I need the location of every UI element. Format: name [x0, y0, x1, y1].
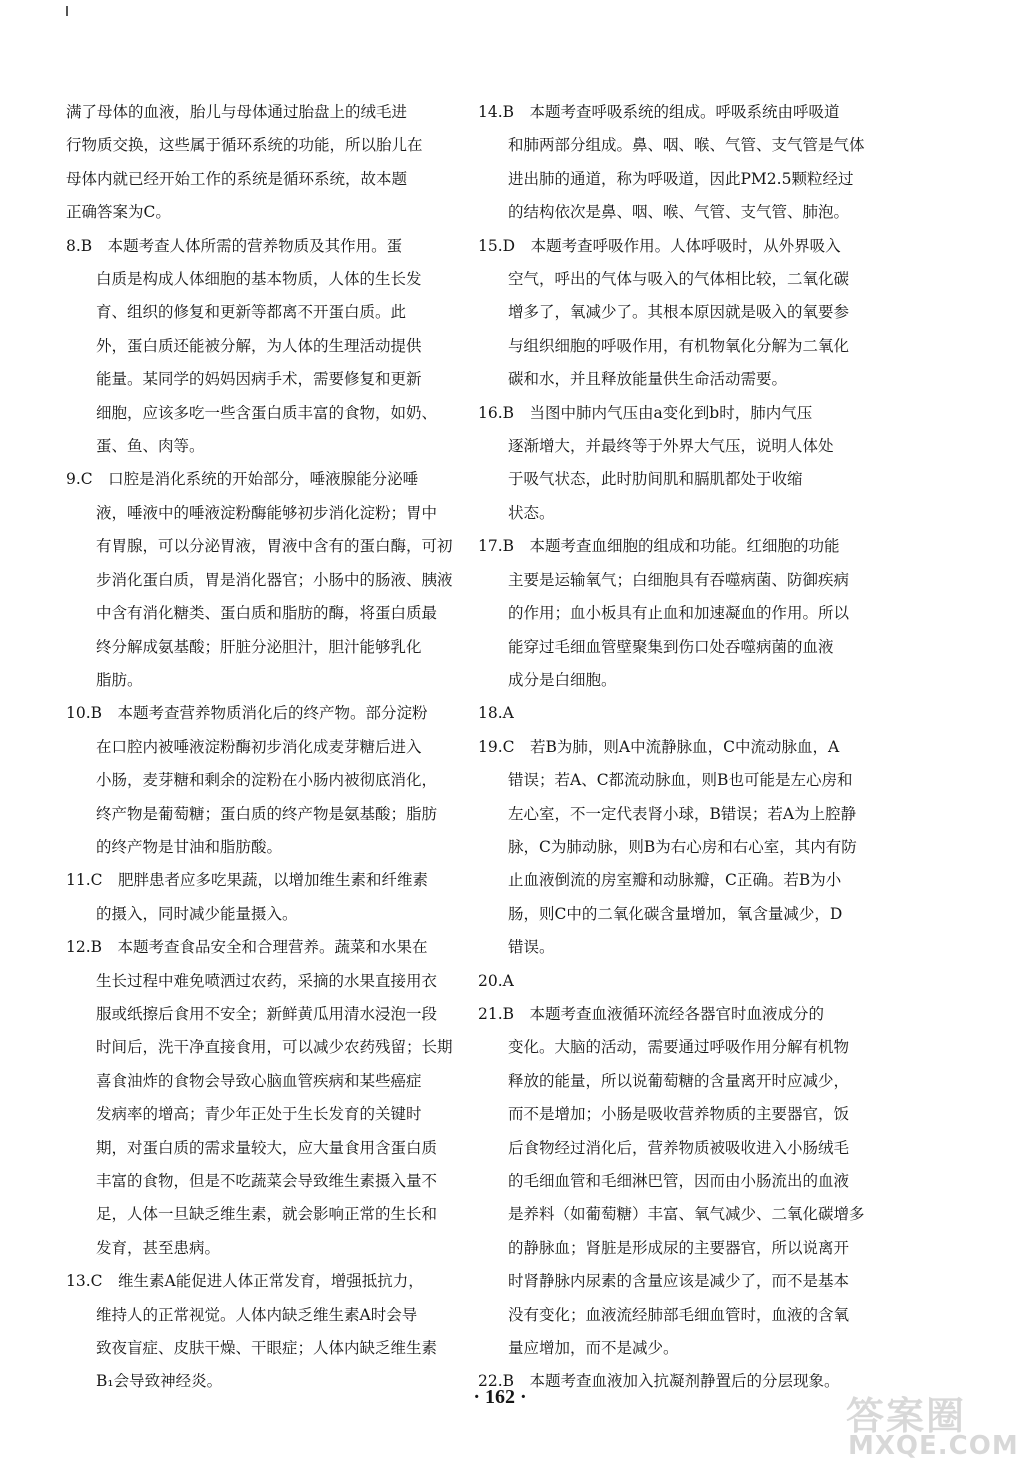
answer-line: 满了母体的血液，胎儿与母体通过胎盘上的绒毛进: [66, 103, 408, 121]
answer-item: [66, 931, 453, 1265]
answer-line: 空气，呼出的气体与吸入的气体相比较，二氧化碳: [508, 270, 850, 289]
answer-line: 17.B 本题考查血细胞的组成和功能。红细胞的功能: [478, 537, 840, 556]
watermark-logo: [846, 1385, 1019, 1469]
answer-line: 脂肪。: [96, 670, 143, 689]
answer-line: 增多了，氧减少了。其根本原因就是吸入的氧要参: [508, 303, 850, 322]
answer-line: 与组织细胞的呼吸作用，有机物氧化分解为二氧化: [508, 336, 850, 355]
watermark-url: MXQE.COM: [848, 1431, 1019, 1461]
answer-line: 肠，则C中的二氧化碳含量增加，氧含量减少，D: [508, 904, 843, 923]
answer-line: 的摄入，同时减少能量摄入。: [96, 904, 298, 923]
answer-line: 有胃腺，可以分泌胃液，胃液中含有的蛋白酶，可初: [96, 537, 453, 556]
answer-line: 能穿过毛细血管壁聚集到伤口处吞噬病菌的血液: [508, 637, 834, 656]
answer-line: 主要是运输氧气；白细胞具有吞噬病菌、防御疾病: [508, 570, 850, 589]
answer-item: [66, 463, 453, 697]
answer-line: 外，蛋白质还能被分解，为人体的生理活动提供: [96, 336, 422, 355]
answer-line: 10.B 本题考查营养物质消化后的终产物。部分淀粉: [66, 704, 428, 723]
answer-line: 11.C 肥胖患者应多吃果蔬，以增加维生素和纤维素: [66, 871, 429, 890]
answer-item: [478, 998, 876, 1365]
answer-line: 22.B 本题考查血液加入抗凝剂静置后的分层现象。: [478, 1372, 840, 1391]
right-column: [478, 96, 876, 1399]
answer-line: 终分解成氨基酸；肝脏分泌胆汁，胆汁能够乳化: [96, 637, 422, 656]
answer-line: B₁会导致神经炎。: [96, 1372, 223, 1391]
answer-line: 错误；若A、C都流动脉血，则B也可能是左心房和: [508, 771, 853, 790]
answer-line: 状态。: [508, 503, 555, 522]
answer-line: 的毛细血管和毛细淋巴管，因而由小肠流出的血液: [508, 1172, 850, 1190]
answer-item: [66, 96, 450, 230]
answer-item: [478, 230, 876, 397]
answer-line: 于吸气状态，此时肋间肌和膈肌都处于收缩: [508, 470, 803, 489]
answer-item: [478, 697, 876, 730]
answer-line: 正确答案为C。: [66, 203, 171, 222]
answer-line: 20.A: [478, 971, 514, 990]
answer-line: 13.C 维生素A能促进人体正常发育，增强抵抗力，: [66, 1272, 424, 1291]
left-column: [66, 96, 453, 1399]
answer-line: 的终产物是甘油和脂肪酸。: [96, 837, 283, 856]
answer-line: 的结构依次是鼻、咽、喉、气管、支气管、肺泡。: [508, 203, 850, 222]
answer-item: [478, 965, 876, 998]
answer-line: 能量。某同学的妈妈因病手术，需要修复和更新: [96, 370, 422, 389]
answer-line: 行物质交换，这些属于循环系统的功能，所以胎儿在: [66, 136, 423, 155]
answer-line: 足，人体一旦缺乏维生素，就会影响正常的生长和: [96, 1205, 438, 1224]
answer-line: 致夜盲症、皮肤干燥、干眼症；人体内缺乏维生素: [96, 1339, 438, 1358]
answer-line: 小肠，麦芽糖和剩余的淀粉在小肠内被彻底消化，: [96, 771, 438, 790]
answer-line: 在口腔内被唾液淀粉酶初步消化成麦芽糖后进入: [96, 737, 422, 756]
answer-line: 是养料（如葡萄糖）丰富、氧气减少、二氧化碳增多: [508, 1205, 865, 1224]
corner-mark: [66, 6, 68, 16]
answer-line: 的静脉血；肾脏是形成尿的主要器官，所以说离开: [508, 1238, 850, 1257]
answer-line: 15.D 本题考查呼吸作用。人体呼吸时，从外界吸入: [478, 236, 841, 255]
answer-item: [478, 397, 876, 531]
answer-line: 喜食油炸的食物会导致心脑血管疾病和某些癌症: [96, 1071, 422, 1090]
answer-line: 变化。大脑的活动，需要通过呼吸作用分解有机物: [508, 1038, 850, 1057]
answer-line: 生长过程中难免喷洒过农药，采摘的水果直接用衣: [96, 971, 438, 990]
answer-line: 释放的能量，所以说葡萄糖的含量离开时应减少，: [508, 1071, 850, 1090]
answer-line: 终产物是葡萄糖；蛋白质的终产物是氨基酸；脂肪: [96, 804, 438, 823]
answer-line: 14.B 本题考查呼吸系统的组成。呼吸系统由呼吸道: [478, 103, 840, 121]
answer-item: [478, 731, 876, 965]
answer-line: 中含有消化糖类、蛋白质和脂肪的酶，将蛋白质最: [96, 604, 438, 623]
answer-line: 21.B 本题考查血液循环流经各器官时血液成分的: [478, 1004, 825, 1023]
answer-line: 进出肺的通道，称为呼吸道，因此PM2.5颗粒经过: [508, 169, 854, 188]
answer-line: 的作用；血小板具有止血和加速凝血的作用。所以: [508, 604, 850, 623]
answer-line: 维持人的正常视觉。人体内缺乏维生素A时会导: [96, 1305, 418, 1324]
answer-line: 8.B 本题考查人体所需的营养物质及其作用。蛋: [66, 236, 403, 255]
answer-line: 母体内就已经开始工作的系统是循环系统，故本题: [66, 169, 408, 188]
answer-item: [66, 697, 450, 864]
answer-line: 成分是白细胞。: [508, 670, 617, 689]
answer-item: [478, 530, 876, 697]
answer-item: [478, 96, 876, 230]
answer-line: 错误。: [508, 938, 555, 957]
answer-line: 步消化蛋白质，胃是消化器官；小肠中的肠液、胰液: [96, 570, 453, 589]
answer-line: 量应增加，而不是减少。: [508, 1339, 679, 1358]
answer-line: 丰富的食物，但是不吃蔬菜会导致维生素摄入量不: [96, 1172, 438, 1190]
answer-line: 逐渐增大，并最终等于外界大气压，说明人体处: [508, 437, 834, 456]
answer-line: 左心室，不一定代表肾小球，B错误；若A为上腔静: [508, 804, 857, 823]
answer-line: 16.B 当图中肺内气压由a变化到b时，肺内气压: [478, 403, 813, 422]
answer-line: 发育，甚至患病。: [96, 1238, 221, 1257]
answer-item: [66, 864, 450, 931]
page-number: · 162 ·: [473, 1386, 527, 1408]
answer-item: [66, 1265, 450, 1399]
answer-line: 而不是增加；小肠是吸收营养物质的主要器官，饭: [508, 1105, 850, 1124]
answer-line: 止血液倒流的房室瓣和动脉瓣，C正确。若B为小: [508, 871, 842, 890]
answer-line: 蛋、鱼、肉等。: [96, 437, 205, 456]
answer-line: 9.C 口腔是消化系统的开始部分，唾液腺能分泌唾: [66, 470, 419, 489]
answer-line: 期，对蛋白质的需求量较大，应大量食用含蛋白质: [96, 1138, 438, 1157]
answer-line: 19.C 若B为肺，则A中流静脉血，C中流动脉血，A: [478, 737, 840, 756]
answer-line: 18.A: [478, 704, 514, 723]
answer-line: 液，唾液中的唾液淀粉酶能够初步消化淀粉；胃中: [96, 503, 438, 522]
answer-line: 和肺两部分组成。鼻、咽、喉、气管、支气管是气体: [508, 136, 865, 155]
answer-line: 白质是构成人体细胞的基本物质，人体的生长发: [96, 270, 422, 289]
answer-line: 后食物经过消化后，营养物质被吸收进入小肠绒毛: [508, 1138, 850, 1157]
answer-line: 12.B 本题考查食品安全和合理营养。蔬菜和水果在: [66, 938, 428, 957]
answer-line: 时肾静脉内尿素的含量应该是减少了，而不是基本: [508, 1272, 850, 1291]
answer-item: [66, 230, 450, 464]
answer-line: 脉，C为肺动脉，则B为右心房和右心室，其内有防: [508, 837, 857, 856]
answer-line: 碳和水，并且释放能量供生命活动需要。: [508, 370, 788, 389]
answer-line: 细胞，应该多吃一些含蛋白质丰富的食物，如奶、: [96, 403, 438, 422]
answer-line: 没有变化；血液流经肺部毛细血管时，血液的含氧: [508, 1305, 850, 1324]
answer-line: 发病率的增高；青少年正处于生长发育的关键时: [96, 1105, 422, 1124]
watermark-text: 答案圈: [846, 1394, 967, 1438]
answer-line: 育、组织的修复和更新等都离不开蛋白质。此: [96, 303, 407, 322]
answer-line: 服或纸擦后食用不安全；新鲜黄瓜用清水浸泡一段: [96, 1004, 438, 1023]
answer-line: 时间后，洗干净直接食用，可以减少农药残留；长期: [96, 1038, 453, 1057]
